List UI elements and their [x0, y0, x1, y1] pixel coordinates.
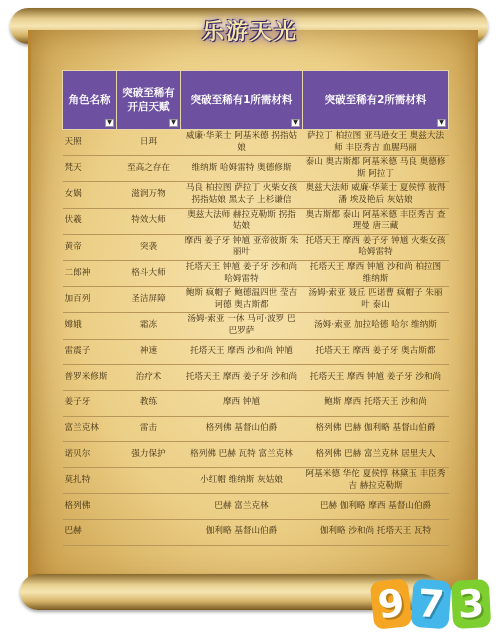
table-row — [63, 442, 449, 468]
table-row — [63, 365, 449, 391]
cell-rare2-materials: 格列佛 巴赫 富兰克林 居里夫人 — [303, 442, 449, 468]
cell-role-name: 伏羲 — [63, 208, 117, 234]
cell-rare1-materials: 奥兹大法师 赫拉克勒斯 拐指姑娘 — [181, 208, 303, 234]
cell-rare1-materials: 维纳斯 哈姆雷特 奥德修斯 — [181, 156, 303, 182]
table-row — [63, 519, 449, 545]
cell-rare2-materials: 汤姆·索亚 加拉哈德 哈尔 维纳斯 — [303, 313, 449, 339]
badge-digit: 9 — [370, 578, 413, 630]
header-label: 突破至稀有2所需材料 — [324, 93, 427, 106]
table-row — [63, 339, 449, 365]
cell-rare1-materials: 格列佛 巴赫 瓦特 富兰克林 — [181, 442, 303, 468]
cell-role-name: 嫦娥 — [63, 313, 117, 339]
cell-role-name: 姜子牙 — [63, 390, 117, 416]
cell-role-name: 格列佛 — [63, 494, 117, 520]
cell-talent: 霜冻 — [117, 313, 181, 339]
cell-talent: 日珥 — [117, 130, 181, 156]
game-logo — [195, 4, 305, 56]
cell-talent: 神速 — [117, 339, 181, 365]
cell-rare1-materials: 格列佛 基督山伯爵 — [181, 416, 303, 442]
table-row — [63, 182, 449, 208]
table-row — [63, 313, 449, 339]
header-label: 突破至稀有 开启天赋 — [122, 86, 175, 113]
cell-role-name: 雷震子 — [63, 339, 117, 365]
cell-rare1-materials: 伽利略 基督山伯爵 — [181, 519, 303, 545]
cell-role-name: 巴赫 — [63, 519, 117, 545]
cell-rare1-materials: 托塔天王 钟馗 姜子牙 沙和尚 哈姆雷特 — [181, 260, 303, 286]
table-row — [63, 416, 449, 442]
cell-rare1-materials: 威廉·华莱士 阿基米德 拐指姑娘 — [181, 130, 303, 156]
cell-talent: 圣洁屏障 — [117, 287, 181, 313]
table-header-row — [63, 71, 449, 130]
cell-rare1-materials: 马良 柏拉图 萨拉丁 火柴女孩 拐指姑娘 黑太子 上杉谦信 — [181, 182, 303, 208]
cell-talent — [117, 494, 181, 520]
cell-talent: 突袭 — [117, 234, 181, 260]
cell-talent — [117, 519, 181, 545]
cell-rare1-materials: 小红帽 维纳斯 灰姑娘 — [181, 467, 303, 493]
breakthrough-table — [62, 70, 449, 546]
cell-role-name: 普罗米修斯 — [63, 365, 117, 391]
cell-role-name: 梵天 — [63, 156, 117, 182]
cell-rare2-materials: 托塔天王 摩西 钟馗 姜子牙 沙和尚 — [303, 365, 449, 391]
table-row — [63, 208, 449, 234]
cell-rare2-materials: 托塔天王 摩西 姜子牙 钟馗 火柴女孩 哈姆雷特 — [303, 234, 449, 260]
cell-rare1-materials: 汤姆·索亚 一休 马可·波罗 巴巴罗萨 — [181, 313, 303, 339]
cell-rare1-materials: 摩西 姜子牙 钟馗 亚帝彼斯 朱丽叶 — [181, 234, 303, 260]
cell-role-name: 富兰克林 — [63, 416, 117, 442]
table-row — [63, 260, 449, 286]
cell-role-name: 诺贝尔 — [63, 442, 117, 468]
header-rare2-materials — [303, 71, 449, 130]
cell-rare1-materials: 托塔天王 摩西 沙和尚 钟馗 — [181, 339, 303, 365]
cell-role-name: 莫扎特 — [63, 467, 117, 493]
table-row — [63, 130, 449, 156]
logo-text: 乐游天光 — [201, 18, 298, 45]
cell-rare1-materials: 巴赫 富兰克林 — [181, 494, 303, 520]
filter-dropdown-icon[interactable]: ▼ — [291, 119, 300, 127]
cell-role-name: 女娲 — [63, 182, 117, 208]
cell-rare2-materials: 格列佛 巴赫 伽利略 基督山伯爵 — [303, 416, 449, 442]
cell-talent: 强力保护 — [117, 442, 181, 468]
cell-rare2-materials: 汤姆·索亚 聂丘 匹诺曹 疯帽子 朱丽叶 泰山 — [303, 287, 449, 313]
table-row — [63, 494, 449, 520]
cell-rare2-materials: 萨拉丁 柏拉图 亚马逊女王 奥兹大法师 丰臣秀吉 血腥玛丽 — [303, 130, 449, 156]
cell-role-name: 天照 — [63, 130, 117, 156]
filter-dropdown-icon[interactable]: ▼ — [437, 119, 446, 127]
cell-talent: 滋润万物 — [117, 182, 181, 208]
cell-rare1-materials: 摩西 钟馗 — [181, 390, 303, 416]
header-role-name — [63, 71, 117, 130]
header-talent — [117, 71, 181, 130]
cell-talent: 格斗大师 — [117, 260, 181, 286]
site-badge-973 — [372, 580, 490, 628]
cell-role-name: 黄帝 — [63, 234, 117, 260]
cell-talent: 特效大师 — [117, 208, 181, 234]
cell-talent: 教练 — [117, 390, 181, 416]
cell-rare2-materials: 泰山 奥古斯都 阿基米德 马良 奥德修斯 阿拉丁 — [303, 156, 449, 182]
cell-talent: 治疗术 — [117, 365, 181, 391]
cell-role-name: 二郎神 — [63, 260, 117, 286]
cell-talent — [117, 467, 181, 493]
table-row — [63, 467, 449, 493]
header-label: 角色名称 — [68, 93, 111, 106]
table-row — [63, 287, 449, 313]
cell-rare1-materials: 鲍斯 疯帽子 鲍德温四世 莹吉诃德 奥古斯都 — [181, 287, 303, 313]
table-row — [63, 390, 449, 416]
cell-rare2-materials: 鲍斯 摩西 托塔天王 沙和尚 — [303, 390, 449, 416]
cell-talent: 雷击 — [117, 416, 181, 442]
cell-rare2-materials: 托塔天王 摩西 钟馗 沙和尚 柏拉图 维纳斯 — [303, 260, 449, 286]
cell-role-name: 加百列 — [63, 287, 117, 313]
table-row — [63, 234, 449, 260]
cell-rare2-materials: 奥兹大法师 威廉·华莱士 夏侯惇 彼得潘 埃及艳后 灰姑娘 — [303, 182, 449, 208]
cell-rare2-materials: 巴赫 伽利略 摩西 基督山伯爵 — [303, 494, 449, 520]
filter-dropdown-icon[interactable]: ▼ — [105, 119, 114, 127]
table-row — [63, 156, 449, 182]
cell-rare2-materials: 托塔天王 摩西 姜子牙 奥古斯都 — [303, 339, 449, 365]
cell-rare2-materials: 奥古斯都 泰山 阿基米德 丰臣秀吉 查理曼 唐三藏 — [303, 208, 449, 234]
cell-rare2-materials: 伽利略 沙和尚 托塔天王 瓦特 — [303, 519, 449, 545]
badge-digit: 7 — [410, 579, 451, 630]
filter-dropdown-icon[interactable]: ▼ — [169, 119, 178, 127]
cell-talent: 至高之存在 — [117, 156, 181, 182]
cell-rare2-materials: 阿基米德 华佗 夏侯惇 林黛玉 丰臣秀吉 赫拉克勒斯 — [303, 467, 449, 493]
cell-rare1-materials: 托塔天王 摩西 姜子牙 沙和尚 — [181, 365, 303, 391]
badge-digit: 3 — [451, 579, 491, 629]
header-label: 突破至稀有1所需材料 — [190, 93, 293, 106]
header-rare1-materials — [181, 71, 303, 130]
